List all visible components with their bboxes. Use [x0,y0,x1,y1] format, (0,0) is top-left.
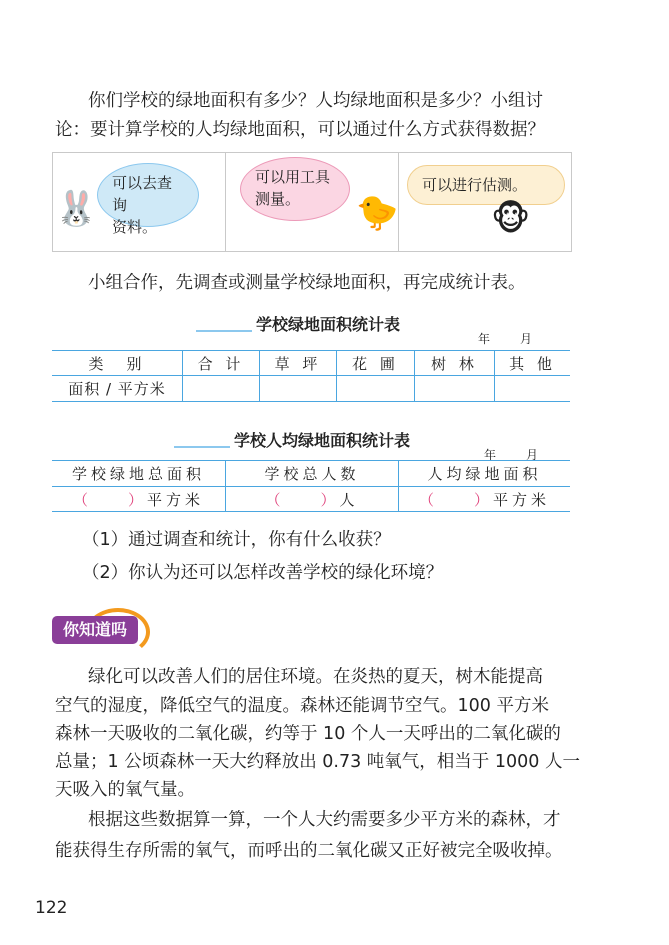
did-you-know-badge: 你知道吗 [52,616,138,644]
question: （1）通过调查和统计，你有什么收获？ [82,530,391,550]
paragraph-line: 绿化可以改善人们的居住环境。在炎热的夏天，树木能提高 [88,667,543,687]
row-label: 面积 / 平方米 [52,376,183,402]
page-number: 122 [35,898,68,918]
unit: 平方米 [493,490,551,509]
bubble-text: 可以进行估测。 [422,176,528,194]
table-header: 草 坪 [260,351,337,376]
table-cell[interactable] [183,376,260,402]
monkey-icon: 🐵 [491,199,531,239]
close-paren: ） [473,490,493,509]
paragraph-line: 能获得生存所需的氧气，而呼出的二氧化碳又正好被完全吸收掉。 [55,841,563,861]
school-name-blank[interactable] [196,330,252,332]
paragraph-line: 总量；1 公顷森林一天大约释放出 0.73 吨氧气，相当于 1000 人一 [55,752,580,772]
school-name-blank[interactable] [174,446,230,448]
speech-bubble [240,157,350,221]
table1-title [196,312,400,335]
chick-icon: 🐤 [356,193,399,233]
intro-line: 你们学校的绿地面积有多少？人均绿地面积是多少？小组讨 [88,91,543,111]
table-cell[interactable] [260,376,337,402]
open-paren: （ [72,490,92,509]
table-cell[interactable] [415,376,495,402]
table2-title-text: 学校人均绿地面积统计表 [234,431,411,450]
table-cell[interactable] [52,487,226,512]
paragraph-line: 天吸入的氧气量。 [55,780,195,800]
intro-line: 论：要计算学校的人均绿地面积，可以通过什么方式获得数据？ [55,120,545,140]
table-header: 学校总人数 [226,461,399,487]
table-header: 人均绿地面积 [399,461,571,487]
table-header: 树 林 [415,351,495,376]
table-header: 类 别 [52,351,183,376]
unit: 人 [339,490,359,509]
speech-bubble [97,163,199,236]
table-header: 其 他 [495,351,571,376]
paragraph-line: 根据这些数据算一算，一个人大约需要多少平方米的森林，才 [88,810,561,830]
chick-panel [226,153,399,251]
rabbit-icon: 🐰 [55,189,98,229]
table-cell[interactable] [495,376,571,402]
speech-bubble [407,165,565,205]
rabbit-panel [53,153,226,251]
date-label [478,330,532,347]
table1-title-text: 学校绿地面积统计表 [256,315,401,334]
table-header: 花 圃 [337,351,415,376]
bubble-text: 可以用工具 [255,168,331,186]
table-header: 合 计 [183,351,260,376]
open-paren: （ [265,490,285,509]
month-label: 月 [526,448,539,462]
question: （2）你认为还可以怎样改善学校的绿化环境？ [82,563,444,583]
table-cell[interactable] [226,487,399,512]
year-label: 年 [478,332,491,346]
month-label: 月 [520,332,533,346]
close-paren: ） [320,490,340,509]
green-area-table [52,350,570,402]
per-capita-table [52,460,570,512]
bubble-text: 可以去查询 [112,174,173,214]
task-text: 小组合作，先调查或测量学校绿地面积，再完成统计表。 [88,273,526,293]
table2-title [174,428,410,451]
paragraph-line: 森林一天吸收的二氧化碳，约等于 10 个人一天呼出的二氧化碳的 [55,724,561,744]
table-cell[interactable] [337,376,415,402]
monkey-panel [399,153,571,251]
discussion-illustration [52,152,572,252]
bubble-text: 资料。 [112,218,158,236]
close-paren: ） [127,490,147,509]
paragraph-line: 空气的湿度，降低空气的温度。森林还能调节空气。100 平方米 [55,696,549,716]
unit: 平方米 [147,490,205,509]
table-cell[interactable] [399,487,571,512]
year-label: 年 [484,448,497,462]
open-paren: （ [418,490,438,509]
table-header: 学校绿地总面积 [52,461,226,487]
bubble-text: 测量。 [255,190,301,208]
